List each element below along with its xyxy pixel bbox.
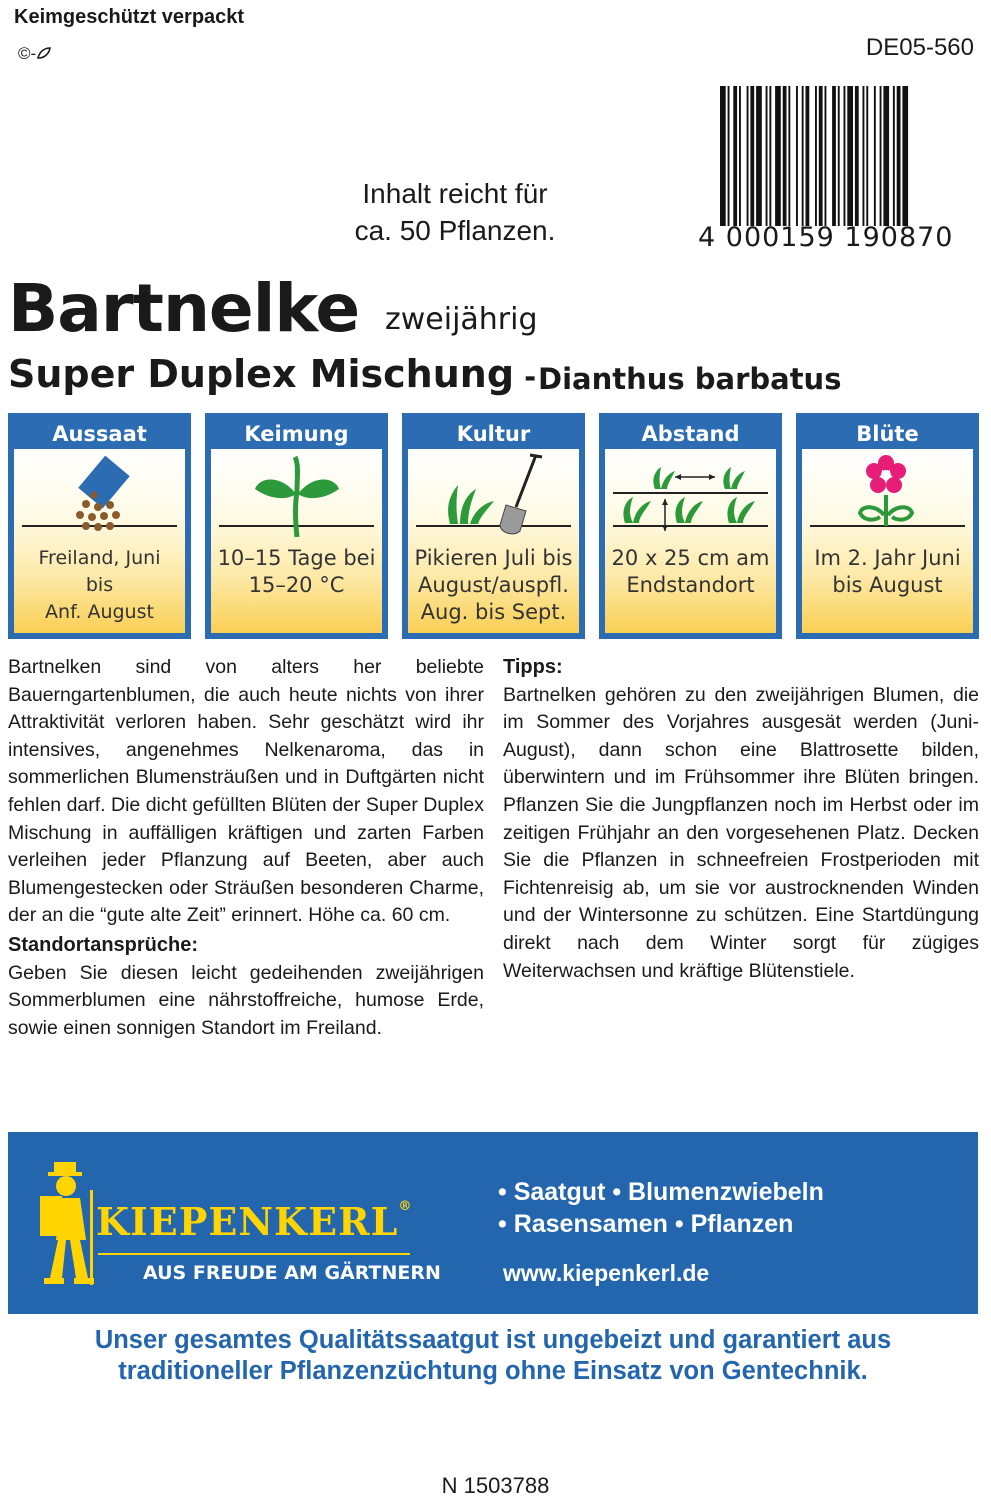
barcode-bar [819,86,823,226]
brand-banner [8,1132,978,1314]
location-heading: Standortansprüche: [8,933,199,956]
barcode-bar [825,86,827,226]
seedling-icon [211,449,382,539]
card-label: Keimung [244,422,349,446]
location-text: Geben Sie diesen leicht gedeihenden zweijährigen Sommerblumen eine nährstoffreiche, humose Erde, sowie einen sonnigen Standort im Freiland. [8,961,484,1039]
tips-text: Bartnelken gehören zu den zweijährigen Blumen, die im Sommer des Vorjahres ausgesät werden (Juni-August), dann schon eine Blattrosette bilden, überwintern und im Frühsommer ihre Blüten bringen. Pflanzen Sie die Jungpflanzen noch im Herbst oder im zeitigen Frühjahr an den vorgesehenen Platz. Decken Sie die Pflanzen in schneefreien Frostperioden mit Fichtenreisig ab, um sie vor austrocknenden Winden und der Wintersonne zu schützen. Eine Startdüngung direkt nach dem Winter sorgt für zügiges Weiterwachsen und kräftige Blütenstiele. [503,683,979,982]
barcode-bar [874,86,876,226]
quality-note [8,1325,978,1387]
products-line1: • Saatgut • Blumenzwiebeln [498,1178,824,1206]
card-text [14,545,185,626]
card-text [211,545,382,599]
card-line: Pikieren Juli bis [414,546,573,570]
card-label: Kultur [456,422,531,446]
card-line: Im 2. Jahr Juni [814,546,961,570]
quality-note-line2: traditioneller Pflanzenzüchtung ohne Einsatz von Gentechnik. [118,1357,868,1385]
barcode-bar [728,86,730,226]
card-label: Blüte [856,422,919,446]
barcode-bar [756,86,762,226]
description-column [8,654,484,1042]
brand-divider [98,1253,410,1255]
card-line: August/auspfl. [418,573,569,597]
content-note-line1: Inhalt reicht für [362,178,548,209]
card-line: Anf. August [45,601,154,623]
barcode-number: 4 000159 190870 [698,222,954,253]
leaf-mark-icon [36,46,52,60]
description-text: Bartnelken sind von alters her beliebte Bauerngartenblumen, die auch heute nichts von ihrer Attraktivität verloren haben. Sehr geschätzt wird ihr intensives, angenehmes Nelkenaroma, das in sommerlichen Blumensträußen und in Duftgärten nicht fehlen darf. Die dicht gefüllten Blüten der Super Duplex Mischung in auffälligen kräftigen und zarten Farben verleihen jeder Pflanzung auf Beeten, aber auch Blumengestecken oder Sträußen besonderen Charme, der an die “gute alte Zeit” erinnert. Höhe ca. 60 cm. [8,656,484,927]
card-line: 10–15 Tage bei [217,546,376,570]
barcode-bar [783,86,787,226]
barcode-bar [838,86,840,226]
card-text [802,545,973,599]
barcode-bar [893,86,895,226]
brand-claim: AUS FREUDE AM GÄRTNERN [143,1262,441,1284]
seed-packet-icon [14,449,185,539]
spade-icon [408,449,579,539]
barcode [718,86,968,226]
barcode-bar [806,86,810,226]
flower-icon [802,449,973,539]
product-subtitle: zweijährig [385,302,538,337]
article-code: DE05-560 [865,34,974,61]
barcode-bar [802,86,804,226]
barcode-bar [720,86,726,226]
barcode-bar [796,86,798,226]
barcode-bar [788,86,790,226]
products-line2: • Rasensamen • Pflanzen [498,1210,794,1238]
variety-name [8,352,536,396]
card-line: Aug. bis Sept. [420,600,567,624]
copyright-text: ©- [18,44,37,63]
card-line: Freiland, Juni [38,547,161,569]
copyright-mark [18,44,52,64]
product-name: Bartnelke [8,270,360,347]
barcode-bar [832,86,836,226]
registered-mark: ® [398,1199,413,1214]
card-text [408,545,579,626]
barcode-bar [880,86,882,226]
barcode-bar [769,86,771,226]
quality-note-line1: Unser gesamtes Qualitätssaatgut ist ungebeizt und garantiert aus [94,1326,892,1354]
card-keimung [205,413,388,639]
barcode-bar [747,86,749,226]
website-link[interactable]: www.kiepenkerl.de [503,1260,710,1286]
content-note [330,175,580,249]
barcode-bar [863,86,865,226]
card-label: Aussaat [52,422,147,446]
card-bluete [796,413,979,639]
spacing-icon [605,449,776,539]
tips-heading: Tipps: [503,656,563,678]
barcode-bar [739,86,741,226]
card-line: Endstandort [626,573,755,597]
barcode-bar [883,86,889,226]
card-text [605,545,776,599]
variety-separator: - [514,360,537,394]
card-line: bis August [832,573,943,597]
tips-column [503,654,979,985]
variety-text: Super Duplex Mischung [8,352,515,396]
barcode-bar [847,86,853,226]
card-line: 20 x 25 cm am [611,546,770,570]
barcode-bar [844,86,846,226]
barcode-bar [815,86,817,226]
card-aussaat [8,413,191,639]
barcode-bar [766,86,768,226]
top-note: Keimgeschützt verpackt [14,6,245,28]
barcode-bar [897,86,901,226]
latin-name: Dianthus barbatus [538,362,842,396]
barcode-bar [750,86,754,226]
card-abstand [599,413,782,639]
barcode-bar [855,86,859,226]
barcode-bar [775,86,781,226]
brand-name-text: KIEPENKERL [96,1199,399,1244]
barcode-bar [902,86,908,226]
barcode-bar [866,86,868,226]
card-line: bis [85,574,114,596]
card-label: Abstand [641,422,740,446]
card-kultur [402,413,585,639]
barcode-bar [733,86,737,226]
brand-logo [96,1199,412,1244]
card-line: 15–20 °C [248,573,345,597]
content-note-line2: ca. 50 Pflanzen. [354,215,556,246]
batch-number: N 1503788 [441,1473,550,1498]
